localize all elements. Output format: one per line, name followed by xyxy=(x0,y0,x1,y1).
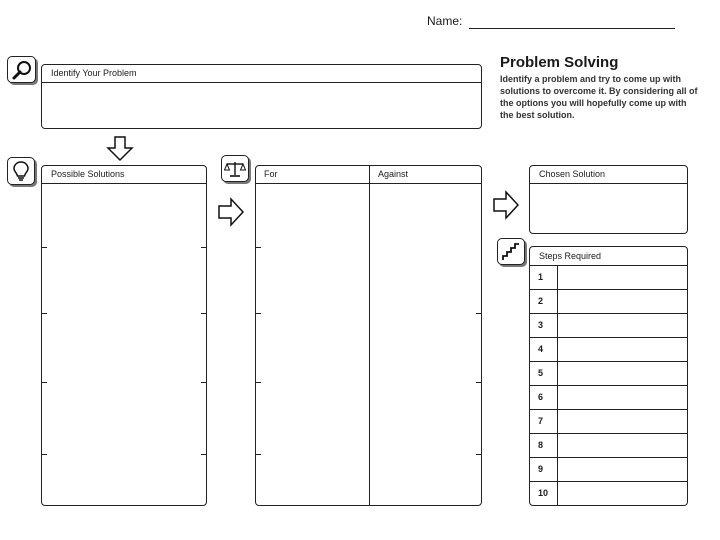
step-row-line xyxy=(530,385,687,386)
divider-tick xyxy=(41,382,47,383)
identify-problem-box[interactable] xyxy=(41,64,482,129)
steps-required-box[interactable] xyxy=(529,246,688,506)
name-label: Name: xyxy=(427,14,463,28)
possible-solutions-box[interactable] xyxy=(41,165,207,506)
steps-required-label: Steps Required xyxy=(530,247,687,266)
step-number: 3 xyxy=(538,320,544,330)
step-row-line xyxy=(530,289,687,290)
step-number: 10 xyxy=(538,488,549,498)
name-field[interactable] xyxy=(427,14,677,32)
down-arrow-icon xyxy=(106,136,134,162)
chosen-solution-label: Chosen Solution xyxy=(530,166,687,184)
step-row-line xyxy=(530,433,687,434)
divider-tick xyxy=(41,247,47,248)
step-row-line xyxy=(530,409,687,410)
for-label: For xyxy=(264,169,278,179)
divider-tick xyxy=(255,382,261,383)
divider-tick xyxy=(201,454,207,455)
divider-tick xyxy=(255,313,261,314)
divider-tick xyxy=(41,454,47,455)
divider-tick xyxy=(255,454,261,455)
step-row-line xyxy=(530,457,687,458)
divider-tick xyxy=(255,247,261,248)
divider-tick xyxy=(201,382,207,383)
against-label: Against xyxy=(378,169,409,179)
divider-tick xyxy=(41,313,47,314)
divider-tick xyxy=(476,454,482,455)
step-number: 4 xyxy=(538,344,544,354)
step-number: 2 xyxy=(538,296,544,306)
step-number: 1 xyxy=(538,272,544,282)
divider-tick xyxy=(201,313,207,314)
step-row-line xyxy=(530,337,687,338)
chosen-solution-box[interactable] xyxy=(529,165,688,234)
scales-icon xyxy=(221,155,249,182)
step-number: 5 xyxy=(538,368,544,378)
name-underline[interactable] xyxy=(469,28,675,29)
stairs-icon xyxy=(497,238,525,265)
right-arrow-icon xyxy=(493,190,519,220)
step-number: 8 xyxy=(538,440,544,450)
step-number: 9 xyxy=(538,464,544,474)
page-description: Identify a problem and try to come up with solutions to overcome it. By considering all of the options you will hopefully come up with the best solution. xyxy=(500,74,698,120)
step-number: 6 xyxy=(538,392,544,402)
for-against-box[interactable] xyxy=(255,165,482,506)
step-number: 7 xyxy=(538,416,544,426)
for-against-divider xyxy=(369,166,370,505)
possible-solutions-label: Possible Solutions xyxy=(42,166,206,184)
divider-tick xyxy=(201,247,207,248)
lightbulb-icon xyxy=(7,157,35,185)
divider-tick xyxy=(476,313,482,314)
right-arrow-icon xyxy=(218,197,244,227)
step-row-line xyxy=(530,313,687,314)
divider-tick xyxy=(476,382,482,383)
page-title: Problem Solving xyxy=(500,54,619,71)
identify-problem-label: Identify Your Problem xyxy=(42,65,481,83)
step-row-line xyxy=(530,361,687,362)
magnifier-icon xyxy=(7,56,36,83)
step-row-line xyxy=(530,481,687,482)
